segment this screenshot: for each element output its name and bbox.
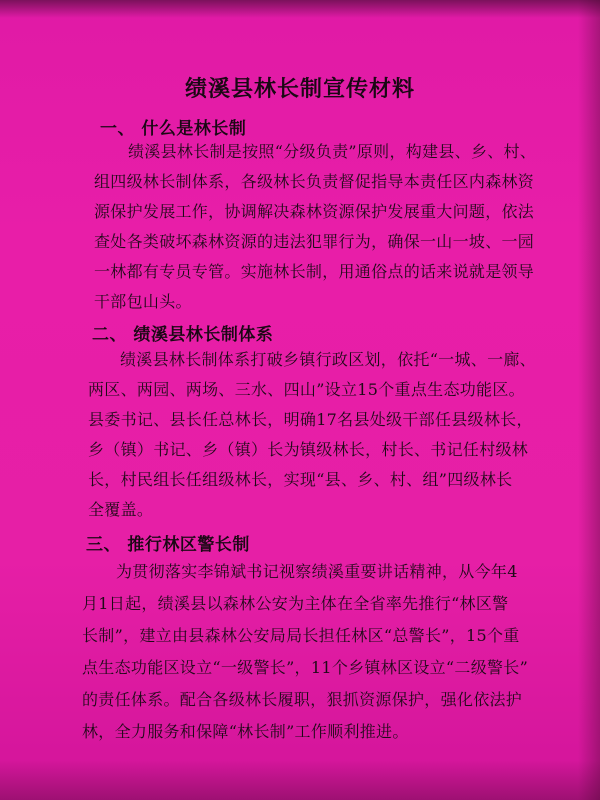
paragraph-line: 林，全力服务和保障“林长制”工作顺利推进。 — [82, 722, 409, 741]
paragraph-line: 长制”，建立由县森林公安局局长担任林区“总警长”，15个重 — [82, 626, 520, 645]
paragraph-line: 的责任体系。配合各级林长履职，狠抓资源保护，强化依法护 — [82, 690, 523, 709]
paragraph-line: 查处各类破坏森林资源的违法犯罪行为，确保一山一坡、一园 — [94, 232, 535, 251]
paragraph-line: 干部包山头。 — [94, 292, 192, 311]
paragraph-line: 全覆盖。 — [88, 500, 154, 519]
paragraph-line: 乡（镇）书记、乡（镇）长为镇级林长，村长、书记任村级林 — [88, 440, 529, 459]
section-heading: 二、 绩溪县林长制体系 — [92, 325, 274, 345]
paragraph-line: 月1日起，绩溪县以森林公安为主体在全省率先推行“林区警 — [82, 594, 509, 613]
right-edge-shadow — [578, 0, 600, 800]
top-edge-shadow — [0, 0, 600, 18]
section-heading: 一、 什么是林长制 — [100, 119, 247, 139]
paragraph-line: 绩溪县林长制是按照“分级负责”原则，构建县、乡、村、 — [128, 142, 537, 161]
paragraph-line: 一林都有专员专管。实施林长制，用通俗点的话来说就是领导 — [94, 262, 535, 281]
paragraph-line: 点生态功能区设立“一级警长”，11个乡镇林区设立“二级警长” — [82, 658, 529, 677]
paragraph-line: 县委书记、县长任总林长，明确17名县处级干部任县级林长， — [88, 410, 533, 429]
paragraph-line: 源保护发展工作，协调解决森林资源保护发展重大问题，依法 — [94, 202, 535, 221]
paragraph-line: 绩溪县林长制体系打破乡镇行政区划，依托“一城、一廊、 — [120, 350, 536, 369]
bottom-edge-shadow — [0, 760, 600, 800]
paragraph-line: 长，村民组长任组级林长，实现“县、乡、村、组”四级林长 — [88, 470, 513, 489]
section-heading: 三、 推行林区警长制 — [86, 535, 250, 555]
paragraph-line: 为贯彻落实李锦斌书记视察绩溪重要讲话精神，从今年4 — [116, 562, 518, 581]
paragraph-line: 两区、两园、两场、三水、四山”设立15个重点生态功能区。 — [88, 380, 525, 399]
paragraph-line: 组四级林长制体系，各级林长负责督促指导本责任区内森林资 — [94, 172, 535, 191]
document-title: 绩溪县林长制宣传材料 — [184, 76, 415, 102]
